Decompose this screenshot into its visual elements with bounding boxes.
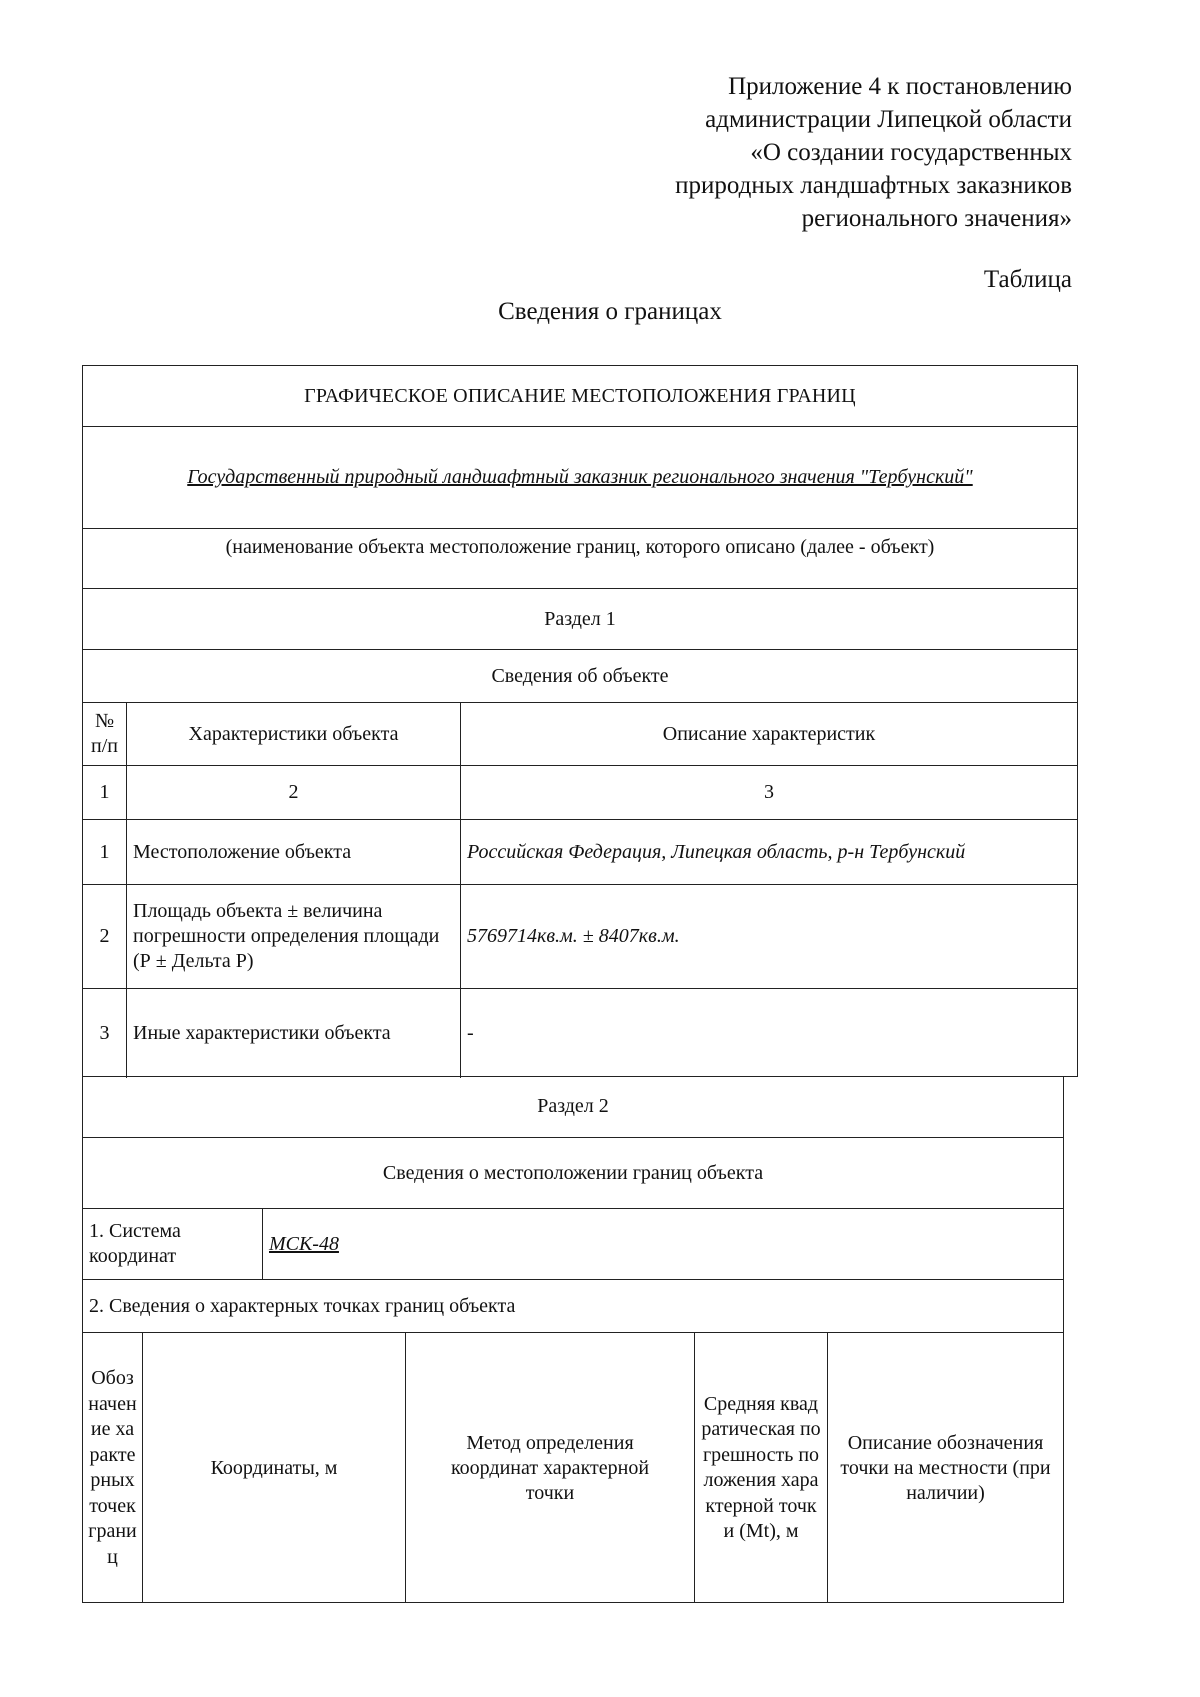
column-header-characteristic: Характеристики объекта — [127, 703, 461, 765]
object-caption: (наименование объекта местоположение границ, которого описано (далее - объект) — [225, 536, 935, 558]
graphic-title: ГРАФИЧЕСКОЕ ОПИСАНИЕ МЕСТОПОЛОЖЕНИЯ ГРАНИЦ — [304, 384, 856, 407]
column-number: 1 — [83, 766, 127, 819]
row-characteristic: Площадь объекта ± величина погрешности определения площади (Р ± Дельта Р) — [127, 885, 461, 988]
section1-label: Раздел 1 — [544, 607, 616, 630]
header-line: «О создании государственных — [750, 139, 1072, 166]
object-name: Государственный природный ландшафтный заказник регионального значения "Тербунский" — [187, 466, 973, 488]
column-header-row — [83, 703, 1077, 766]
section2-title-row — [83, 1138, 1063, 1209]
header-line: природных ландшафтных заказников — [675, 172, 1072, 199]
points-header-row — [83, 1333, 1063, 1603]
section1-table — [82, 365, 1078, 1077]
table-label: Таблица — [983, 266, 1072, 293]
object-caption-row — [83, 529, 1077, 589]
column-header-accuracy: Средняя квадратическая погрешность положения характерной точки (Mt), м — [695, 1333, 828, 1603]
section2-table — [82, 1076, 1064, 1603]
column-number: 3 — [764, 781, 774, 803]
coord-system-row — [83, 1209, 1063, 1280]
row-number: 2 — [83, 885, 127, 988]
coord-system-value: МСК-48 — [269, 1232, 339, 1255]
table-row — [83, 989, 1077, 1078]
row-description: 5769714кв.м. ± 8407кв.м. — [467, 925, 680, 947]
section2-title: Сведения о местоположении границ объекта — [382, 1161, 764, 1184]
section-label-row — [83, 589, 1077, 650]
column-header-description: Описание характеристик — [662, 722, 876, 745]
column-header-coordinates: Координаты, м — [143, 1333, 406, 1603]
row-number: 3 — [83, 989, 127, 1078]
column-number: 2 — [127, 766, 461, 819]
row-description: - — [467, 1022, 474, 1044]
column-header-method: Метод определения координат характерной точки — [406, 1333, 695, 1603]
column-header-point-description: Описание обозначения точки на местности (при наличии) — [840, 1431, 1051, 1504]
row-number: 1 — [83, 820, 127, 884]
section1-title: Сведения об объекте — [491, 664, 669, 687]
points-title: 2. Сведения о характерных точках границ объекта — [89, 1294, 516, 1317]
document-header — [472, 70, 1072, 235]
section2-label-row — [83, 1076, 1063, 1138]
points-title-row — [83, 1280, 1063, 1333]
column-header-num: № п/п — [83, 703, 127, 765]
document-title: Сведения о границах — [498, 298, 722, 325]
section2-label: Раздел 2 — [537, 1095, 609, 1117]
column-number-row — [83, 766, 1077, 820]
table-row — [83, 820, 1077, 885]
column-header-point-designation: Обозначение характерных точек границ — [83, 1333, 143, 1603]
row-characteristic: Местоположение объекта — [127, 820, 461, 884]
header-line: администрации Липецкой области — [705, 106, 1072, 133]
header-line: Приложение 4 к постановлению — [728, 73, 1072, 100]
section-title-row — [83, 650, 1077, 703]
object-name-row — [83, 427, 1077, 529]
table-row — [83, 885, 1077, 989]
header-line: регионального значения» — [801, 205, 1072, 232]
row-characteristic: Иные характеристики объекта — [127, 989, 461, 1078]
coord-system-label: 1. Система координат — [83, 1209, 263, 1279]
graphic-title-row — [83, 366, 1077, 427]
row-description: Российская Федерация, Липецкая область, р-н Тербунский — [467, 840, 966, 863]
